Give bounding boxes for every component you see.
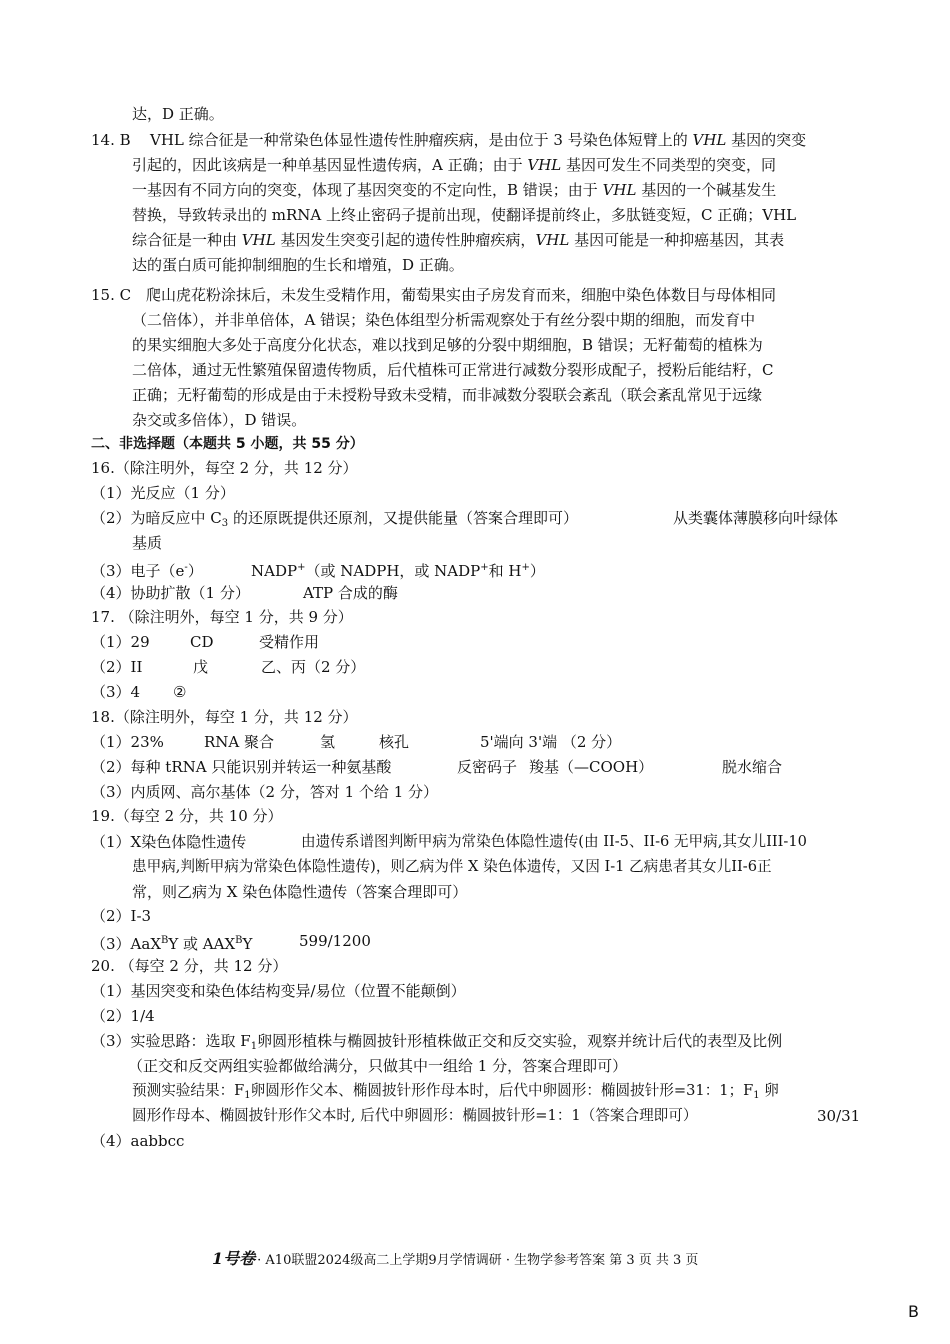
q19-answer-2: （2）I-3	[91, 907, 152, 925]
q17-answer-2: （2）II	[91, 658, 143, 676]
q18-heading: 18.（除注明外，每空 1 分，共 12 分）	[91, 708, 358, 726]
q17-answer-1: （1）29	[91, 633, 150, 651]
q19-answer-1-reason: 由遗传系谱图判断甲病为常染色体隐性遗传(由 II-5、II-6 无甲病,其女儿III-10	[301, 833, 807, 850]
q16-answer-4-extra: ATP 合成的酶	[303, 584, 398, 602]
q18-answer-1-c: 氢	[320, 733, 336, 751]
q16-answer-2: （2）为暗反应中 $C_3$ 的还原既提供还原剂，又提供能量（答案合理即可）	[91, 509, 578, 529]
q20-answer-4: （4）aabbcc	[91, 1132, 185, 1150]
q15-line-4: 二倍体，通过无性繁殖保留遗传物质，后代植株可正常进行减数分裂形成配子，授粉后能结籽，C	[132, 361, 774, 379]
q16-answer-1: （1）光反应（1 分）	[91, 484, 235, 502]
q17-answer-2-b: 戊	[193, 658, 209, 676]
q18-answer-2: （2）每种 tRNA 只能识别并转运一种氨基酸	[91, 758, 392, 776]
q14-line-5: 综合征是一种由 VHL 基因发生突变引起的遗传性肿瘤疾病，VHL 基因可能是一种抑癌基因，其表	[132, 231, 785, 249]
q17-answer-1-b: CD	[190, 633, 214, 651]
q19-heading: 19.（每空 2 分，共 10 分）	[91, 807, 283, 825]
q19-answer-1-reason-3: 常，则乙病为 X 染色体隐性遗传（答案合理即可）	[132, 883, 468, 901]
q14-line-6: 达的蛋白质可能抑制细胞的生长和增殖，D 正确。	[132, 256, 464, 274]
q18-answer-1: （1）23%	[91, 733, 164, 751]
q15-line-1: 爬山虎花粉涂抹后，未发生受精作用，葡萄果实由子房发育而来，细胞中染色体数目与母体相同	[146, 286, 777, 304]
q20-heading: 20. （每空 2 分，共 12 分）	[91, 957, 288, 975]
q15-line-2: （二倍体），并非单倍体，A 错误；染色体组型分析需观察处于有丝分裂中期的细胞，而发育中	[132, 311, 756, 329]
q17-answer-2-c: 乙、丙（2 分）	[261, 658, 366, 676]
q14-number: 14. B	[91, 131, 131, 149]
q18-answer-3: （3）内质网、高尔基体（2 分，答对 1 个给 1 分）	[91, 783, 439, 801]
q16-answer-2-extra: 从类囊体薄膜移向叶绿体	[673, 509, 839, 527]
page-footer	[212, 1250, 698, 1270]
q19-answer-3: （3）AaX$^B$Y 或 $AAX^BY$	[91, 935, 253, 953]
q14-line-2: 引起的，因此该病是一种单基因显性遗传病，A 正确；由于 VHL 基因可发生不同类型的突变，同	[132, 156, 777, 174]
q16-answer-2-cont: 基质	[132, 534, 163, 552]
q20-answer-1: （1）基因突变和染色体结构变异/易位（位置不能颠倒）	[91, 982, 466, 1000]
q18-answer-1-b: RNA 聚合	[204, 733, 275, 751]
q19-answer-1-reason-2: 患甲病,判断甲病为常染色体隐性遗传)，则乙病为伴 X 染色体遗传，又因 I-1 乙病患者其女儿II-6正	[132, 858, 772, 875]
q17-answer-1-c: 受精作用	[259, 633, 320, 651]
q18-answer-1-d: 核孔	[379, 733, 410, 751]
q17-heading: 17. （除注明外，每空 1 分，共 9 分）	[91, 608, 353, 626]
q18-answer-2-c: 羧基（—COOH）	[529, 758, 654, 776]
q14-line-1: VHL 综合征是一种常染色体显性遗传性肿瘤疾病，是由位于 3 号染色体短臂上的 VHL 基因的突变	[150, 131, 807, 149]
q18-answer-1-e: 5'端向 3'端 （2 分）	[480, 733, 622, 751]
q18-answer-2-b: 反密码子	[457, 758, 518, 776]
q19-answer-3-b: 599/1200	[299, 932, 371, 950]
q13-tail: 达，D 正确。	[132, 105, 224, 123]
q16-answer-4: （4）协助扩散（1 分）	[91, 584, 250, 602]
q17-answer-3: （3）4	[91, 683, 141, 701]
q17-answer-3-b: ②	[173, 683, 187, 701]
q20-answer-3-result-2: 圆形作母本、椭圆披针形作父本时, 后代中卵圆形：椭圆披针形=1：1（答案合理即可）	[132, 1107, 698, 1124]
footer-text: · A10联盟2024级高二上学期9月学情调研 · 生物学参考答案 第 3 页 共 3 页	[257, 1253, 699, 1268]
q16-heading: 16.（除注明外，每空 2 分，共 12 分）	[91, 459, 358, 477]
q16-answer-3: （3）电子（e-）	[91, 562, 203, 580]
q20-answer-3: （3）实验思路：选取 $F_1$卵圆形植株与椭圆披针形植株做正交和反交实验，观察并统计后代的表型及比例	[91, 1032, 783, 1052]
q19-answer-1: （1）X染色体隐性遗传	[91, 833, 247, 851]
brand-logo: 1号卷	[212, 1249, 256, 1268]
section-2-heading: 二、非选择题（本题共 5 小题，共 55 分）	[91, 436, 364, 452]
q15-line-5: 正确；无籽葡萄的形成是由于未授粉导致未受精，而非减数分裂联会紊乱（联会紊乱常见于远缘	[132, 386, 763, 404]
q20-answer-3-b: 30/31	[817, 1107, 861, 1125]
q20-answer-2: （2）1/4	[91, 1007, 155, 1025]
q16-answer-3-extra: NADP+（或 NADPH，或 NADP+和 H+）	[251, 562, 545, 580]
q14-line-4: 替换，导致转录出的 mRNA 上终止密码子提前出现，使翻译提前终止，多肽链变短，C 正确；VHL	[132, 206, 797, 224]
q15-line-6: 杂交或多倍体），D 错误。	[132, 411, 307, 429]
version-letter: B	[908, 1302, 919, 1321]
q20-answer-3-result: 预测实验结果：$F_1$卵圆形作父本、椭圆披针形作母本时，后代中卵圆形：椭圆披针形=31：1；$F_1$ 卵	[132, 1082, 779, 1101]
q15-number: 15. C	[91, 286, 132, 304]
q18-answer-2-d: 脱水缩合	[722, 758, 783, 776]
q20-answer-3-note: （正交和反交两组实验都做给满分，只做其中一组给 1 分，答案合理即可）	[128, 1057, 628, 1075]
q15-line-3: 的果实细胞大多处于高度分化状态，难以找到足够的分裂中期细胞，B 错误；无籽葡萄的植株为	[132, 336, 763, 354]
q14-line-3: 一基因有不同方向的突变，体现了基因突变的不定向性，B 错误；由于 VHL 基因的一个碱基发生	[132, 181, 777, 199]
